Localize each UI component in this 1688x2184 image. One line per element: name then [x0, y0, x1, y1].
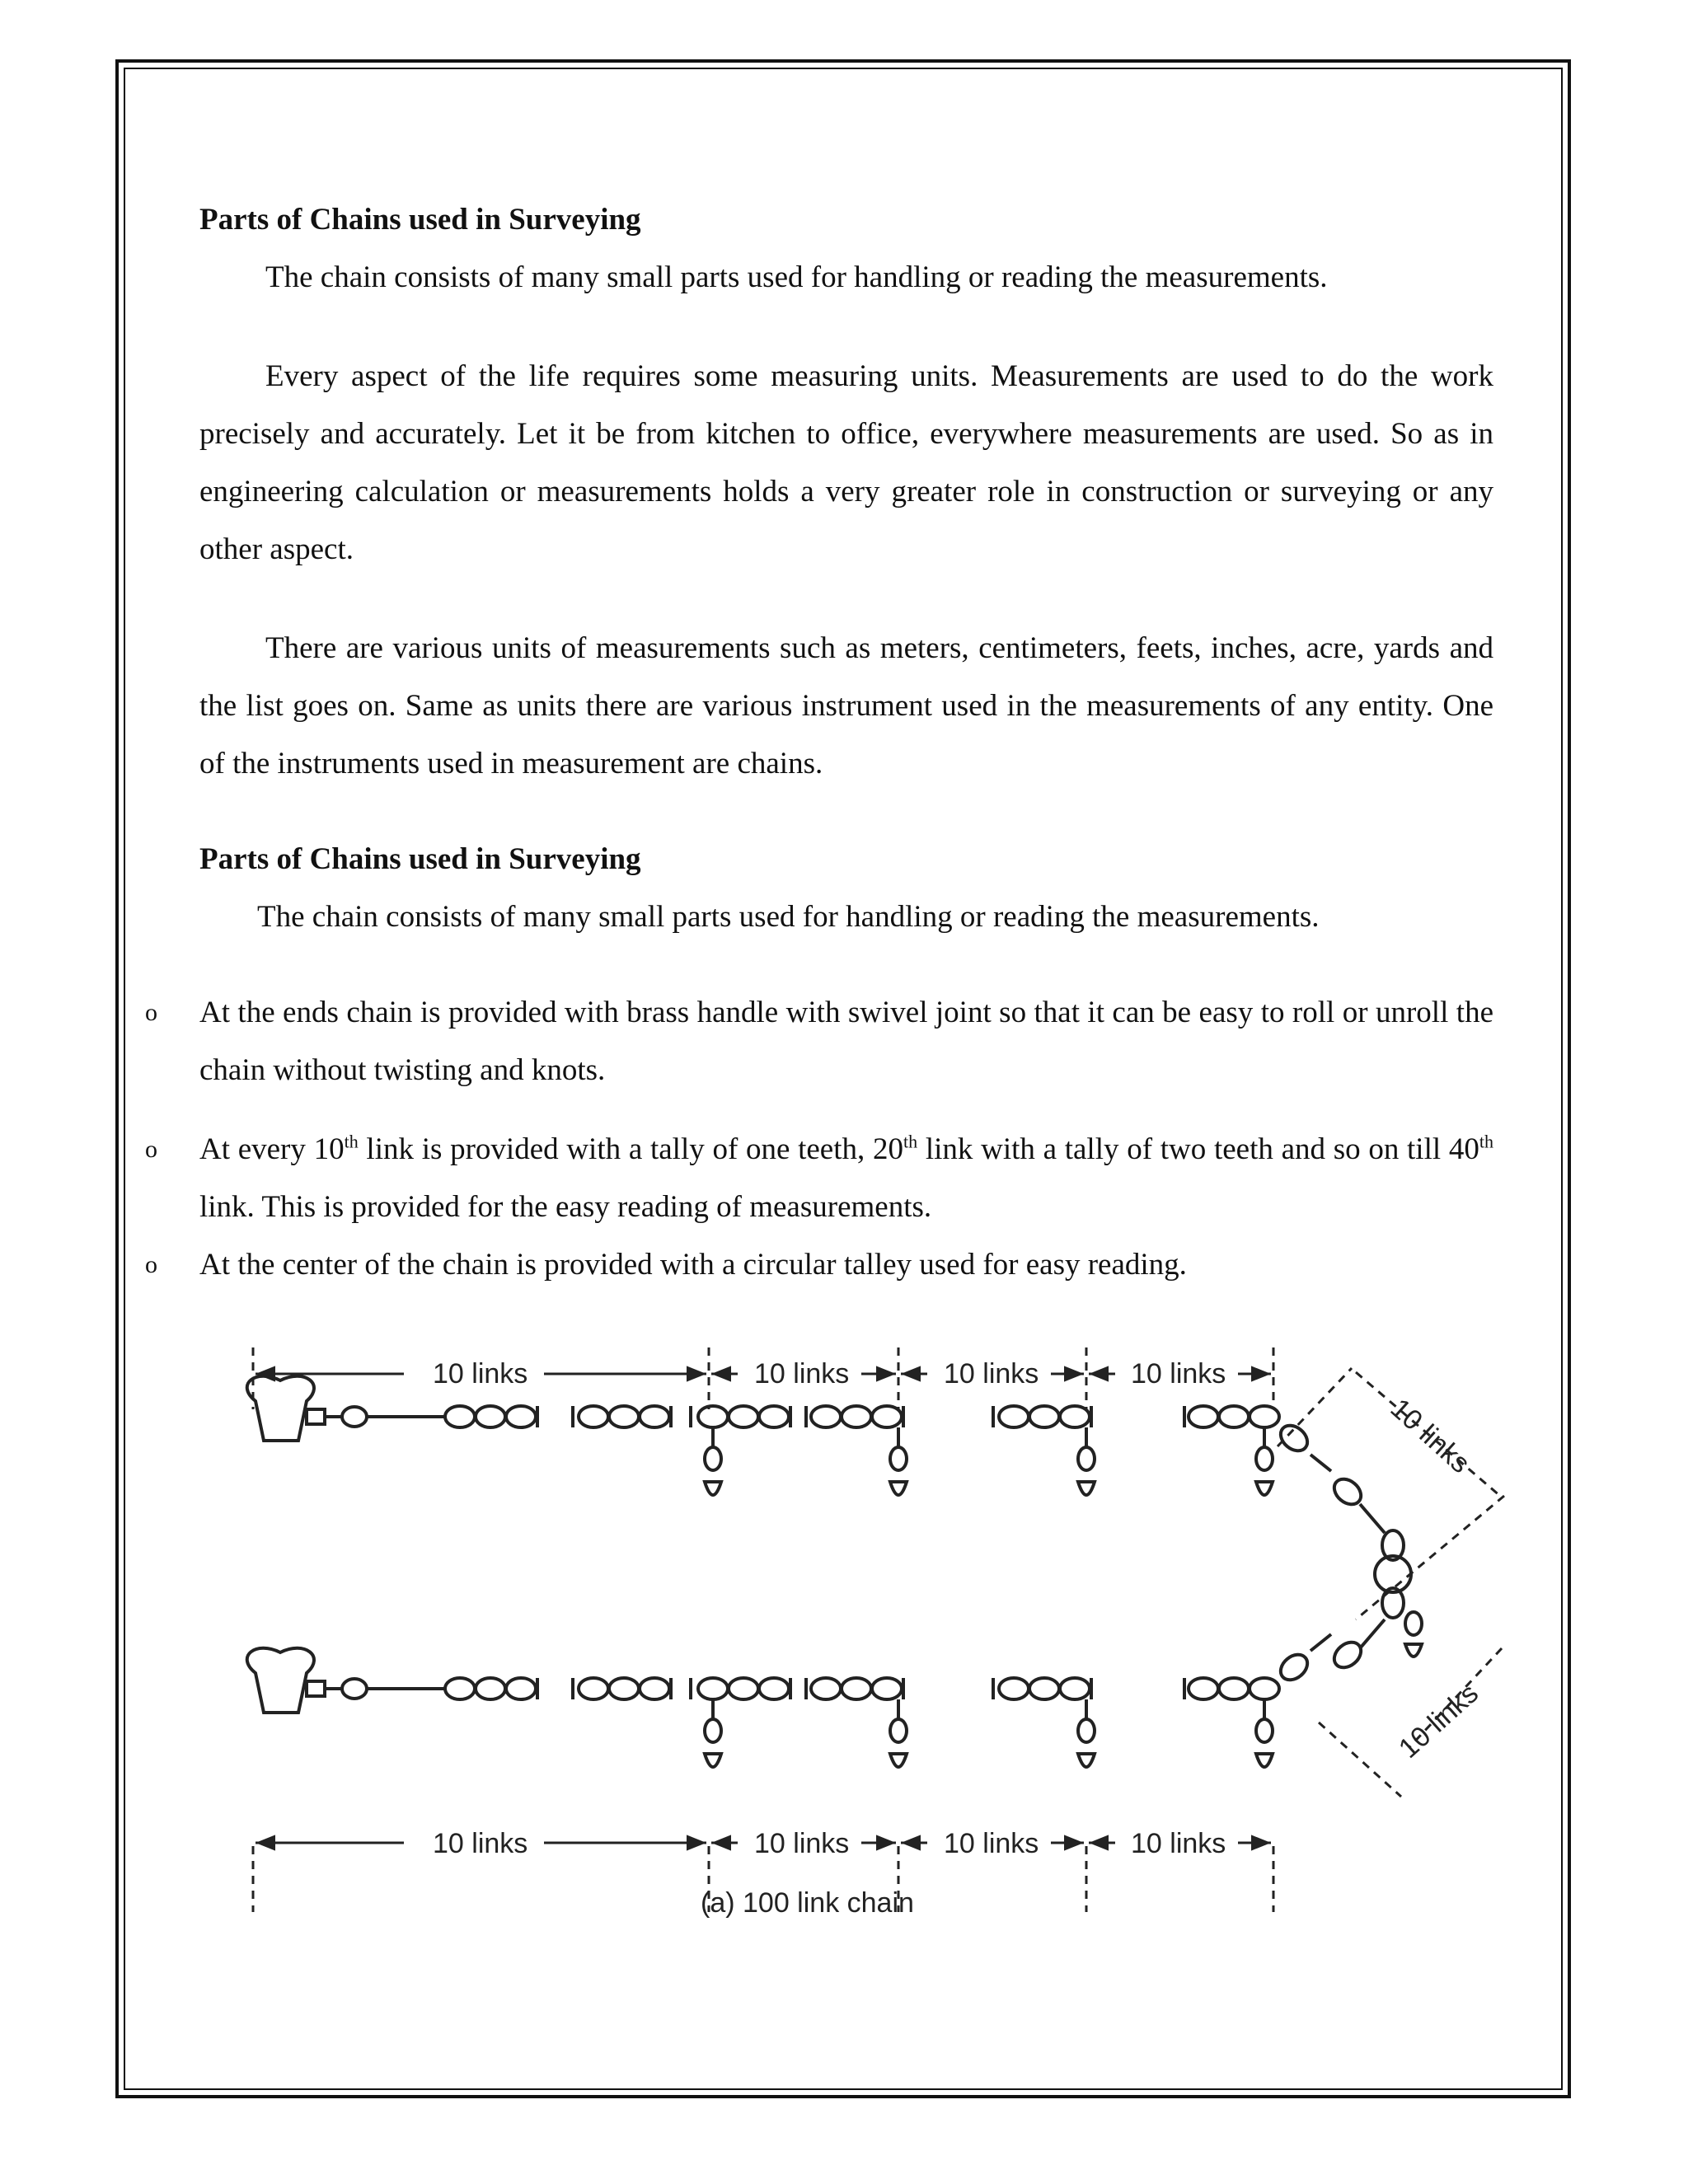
- bottom-chain: [247, 1634, 1366, 1713]
- bullet-marker: o: [145, 1251, 157, 1278]
- tally-icon: [890, 1699, 907, 1767]
- list-item-text: At every 10th link is provided with a tally of one teeth, 20th link with a tally of two teeth and so on till 40th link. This is provided for the easy reading of measurements.: [199, 1131, 1493, 1224]
- paragraph-measuring-units: Every aspect of the life requires some measuring units. Measurements are used to do the work precisely and accurately. Let it be from kitchen to office, everywhere measurements are used. So as in engineering calculation or measurements holds a very greater role in construction or surveying or any other aspect.: [199, 359, 1493, 566]
- document-body: [145, 191, 1493, 1294]
- bullet-marker: o: [145, 1136, 157, 1163]
- dimension-label: 10 links: [754, 1828, 850, 1859]
- center-chain: [1360, 1504, 1422, 1657]
- bullet-marker: o: [145, 999, 157, 1026]
- diagonal-dimension-lines: [1278, 1368, 1504, 1797]
- section-heading-2: Parts of Chains used in Surveying: [199, 842, 641, 876]
- chain-figure: [239, 1335, 1533, 1929]
- diagonal-dimension-label: 10 links: [1392, 1677, 1485, 1765]
- bottom-tallies: [705, 1699, 1273, 1767]
- brass-handle-icon: [247, 1648, 314, 1713]
- tally-icon: [890, 1427, 907, 1495]
- list-item: [145, 1236, 1493, 1294]
- section-intro: The chain consists of many small parts used for handling or reading the measurements.: [265, 260, 1328, 294]
- list-item: [145, 1121, 1493, 1236]
- dimension-label: 10 links: [944, 1828, 1039, 1859]
- tally-icon: [1256, 1699, 1273, 1767]
- dimension-label: 10 links: [433, 1828, 528, 1859]
- tally-icon: [1256, 1427, 1273, 1495]
- tally-icon: [705, 1699, 721, 1767]
- tally-icon: [1078, 1699, 1095, 1767]
- chain-diagram: [239, 1335, 1533, 1929]
- dimension-label: 10 links: [1131, 1828, 1226, 1859]
- tally-icon: [705, 1427, 721, 1495]
- list-item: [145, 984, 1493, 1099]
- list-item-text: At the center of the chain is provided with a circular talley used for easy reading.: [199, 1248, 1187, 1282]
- paragraph-units-instruments: There are various units of measurements such as meters, centimeters, feets, inches, acre, yards and the list goes on. Same as units there are various instrument used in the measurements of any entity. One of the instruments used in measurement are chains.: [199, 631, 1493, 780]
- tally-icon: [1078, 1427, 1095, 1495]
- dimension-label: 10 links: [944, 1358, 1039, 1390]
- section-intro-2: The chain consists of many small parts used for handling or reading the measurements.: [257, 900, 1320, 934]
- figure-caption: (a) 100 link chain: [701, 1887, 914, 1919]
- list-item-text: At the ends chain is provided with brass handle with swivel joint so that it can be easy to roll or unroll the chain without twisting and knots.: [199, 996, 1493, 1087]
- top-chain: [247, 1376, 1366, 1510]
- bullet-list: [145, 984, 1493, 1294]
- top-tallies: [705, 1427, 1273, 1495]
- dimension-label: 10 links: [754, 1358, 850, 1390]
- section-heading: Parts of Chains used in Surveying: [199, 203, 641, 237]
- dimension-label: 10 links: [1131, 1358, 1226, 1390]
- brass-handle-icon: [247, 1376, 314, 1441]
- diagonal-dimension-label: 10 links: [1384, 1392, 1476, 1480]
- dimension-label: 10 links: [433, 1358, 528, 1390]
